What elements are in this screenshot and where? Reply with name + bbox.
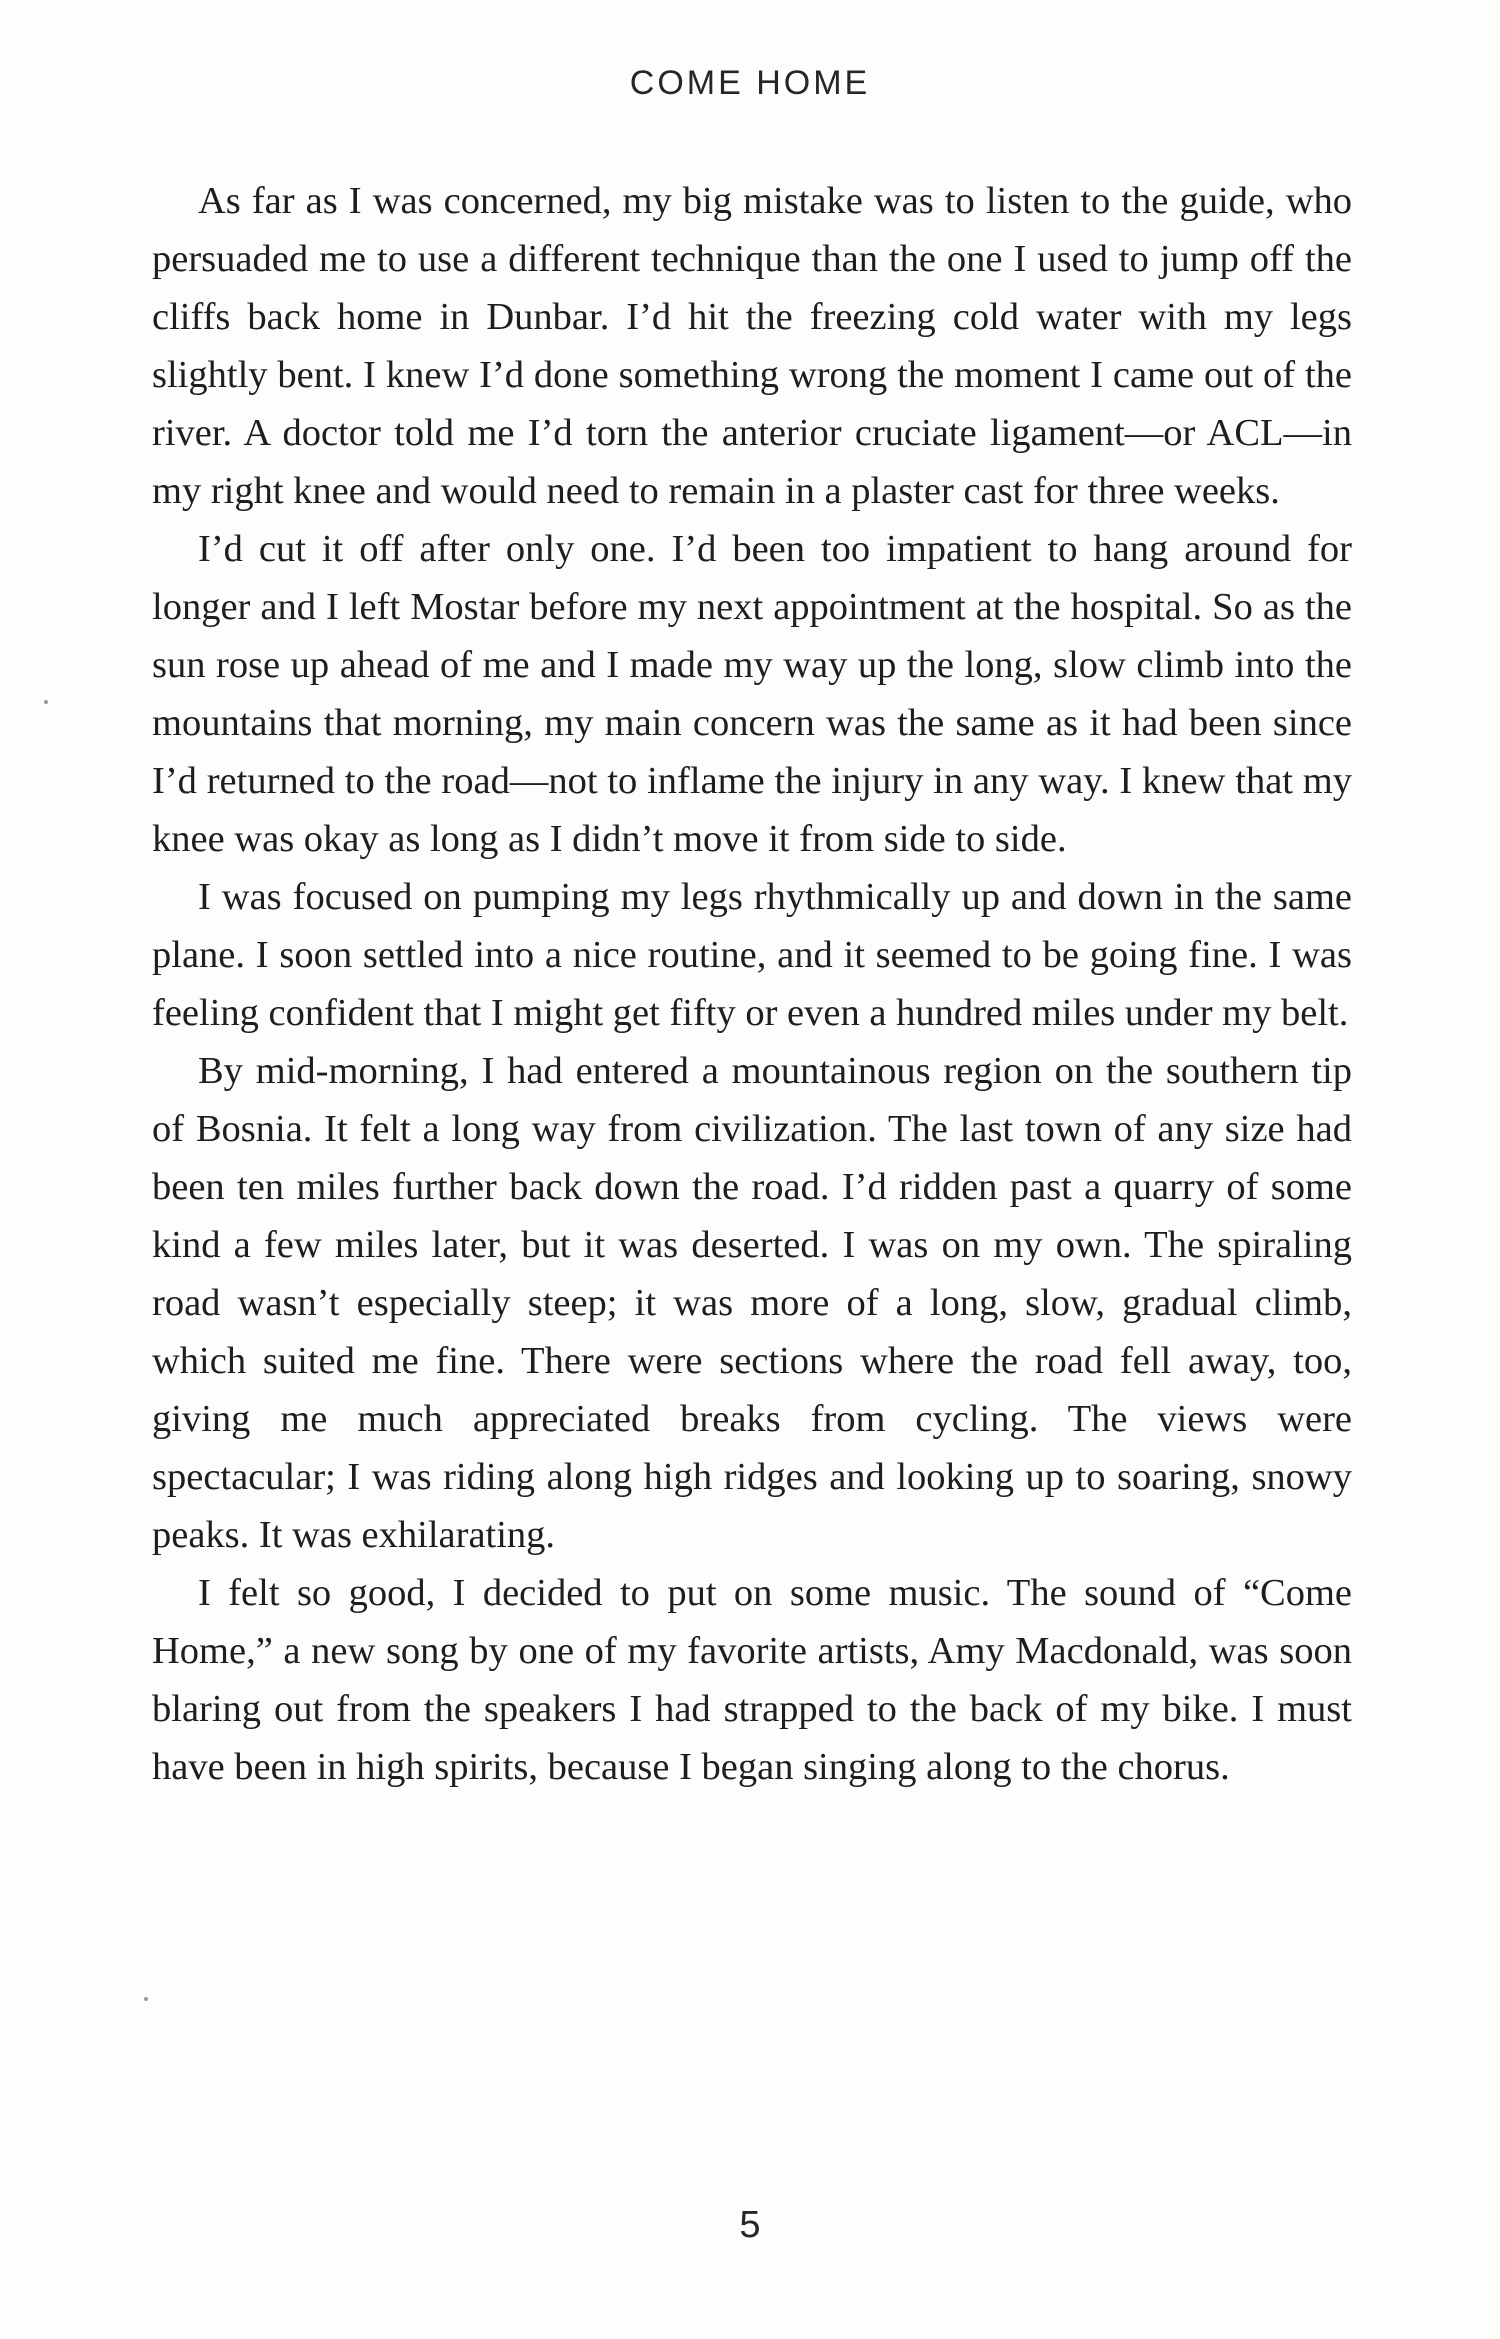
paragraph-2: I’d cut it off after only one. I’d been too impatient to hang around for longer and I left Mostar before my next appointment at the hospital. So as the sun rose up ahead of me and I made my way up the long, slow climb into the mountains that morning, my main concern was the same as it had been since I’d returned to the road—not to inflame the injury in any way. I knew that my knee was okay as long as I didn’t move it from side to side. (152, 528, 1352, 860)
paragraph-5: I felt so good, I decided to put on some music. The sound of “Come Home,” a new song by one of my favorite artists, Amy Macdonald, was soon blaring out from the speakers I had strapped to the back of my bike. I must have been in high spirits, because I began singing along to the chorus. (152, 1572, 1352, 1788)
paper-speck (144, 1997, 148, 2001)
paragraph-4: By mid-morning, I had entered a mountainous region on the southern tip of Bosnia. It felt a long way from civilization. The last town of any size had been ten miles further back down the road. I’d ridden past a quarry of some kind a few miles later, but it was deserted. I was on my own. The spiraling road wasn’t especially steep; it was more of a long, slow, gradual climb, which suited me fine. There were sections where the road fell away, too, giving me much appreciated breaks from cycling. The views were spectacular; I was riding along high ridges and looking up to soaring, snowy peaks. It was exhilarating. (152, 1050, 1352, 1556)
paper-speck (44, 700, 48, 704)
paragraph-1: As far as I was concerned, my big mistake was to listen to the guide, who persuaded me to use a different technique than the one I used to jump off the cliffs back home in Dunbar. I’d hit the freezing cold water with my legs slightly bent. I knew I’d done something wrong the moment I came out of the river. A doctor told me I’d torn the anterior cruciate ligament—or ACL—in my right knee and would need to remain in a plaster cast for three weeks. (152, 180, 1352, 512)
paragraph-3: I was focused on pumping my legs rhythmically up and down in the same plane. I soon settled into a nice routine, and it seemed to be going fine. I was feeling confident that I might get fifty or even a hundred miles under my belt. (152, 876, 1352, 1034)
body-text (152, 172, 1352, 1796)
page-number: 5 (739, 2204, 761, 2246)
running-head: COME HOME (629, 64, 871, 102)
